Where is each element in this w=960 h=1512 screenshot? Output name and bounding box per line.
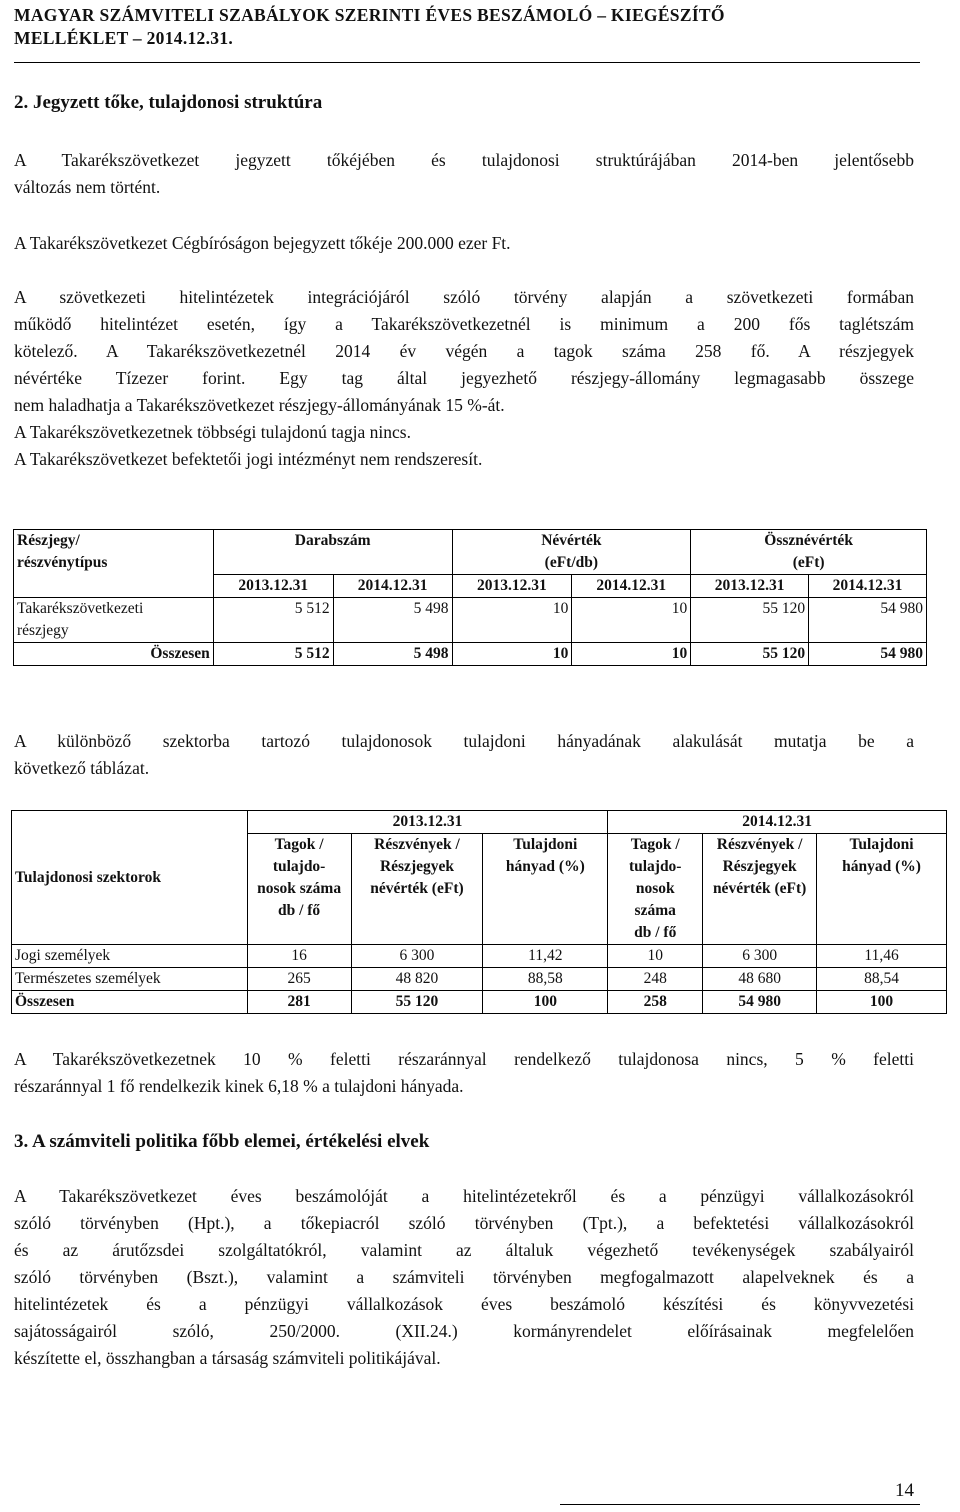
date-cell: 2013.12.31 [213,575,333,598]
table-row [12,945,947,968]
header-line-1: MAGYAR SZÁMVITELI SZABÁLYOK SZERINTI ÉVES BESZÁMOLÓ – KIEGÉSZÍTŐ [14,5,725,25]
value-cell: 281 [247,991,351,1014]
value-cell: 248 [608,968,703,991]
section-2-paragraph-1 [14,147,914,201]
value-cell: 54 980 [809,598,927,643]
table-row [12,968,947,991]
value-cell: 88,54 [817,968,947,991]
share-value-header: Részvények / Részjegyek névérték (eFt) [351,834,483,945]
ownership-table [11,810,947,1014]
text-line: nem haladhatja a Takarékszövetkezet részjegy-állományának 15 %-át. [14,395,505,415]
text-line: A szövetkezeti hitelintézetek integrációjáról szóló törvény alapján a szövetkezeti formában [14,287,914,307]
date-cell: 2013.12.31 [691,575,809,598]
text-line: következő táblázat. [14,758,150,778]
date-cell: 2014.12.31 [572,575,691,598]
text-line: szóló törvényben (Hpt.), a tőkepiacról szóló törvényben (Tpt.), a befektetési vállalkozásokról [14,1213,914,1233]
text-line: névértéke Tízezer forint. Egy tag által jegyezhető részjegy-állomány legmagasabb összege [14,368,914,388]
value-cell: 265 [247,968,351,991]
value-cell: 10 [572,598,691,643]
value-cell: 11,42 [483,945,608,968]
members-count-header: Tagok / tulajdo- nosok száma db / fő [247,834,351,945]
text-line: részaránnyal 1 fő rendelkezik kinek 6,18 % a tulajdoni hányada. [14,1076,464,1096]
value-cell: 100 [483,991,608,1014]
header-darabszam: Darabszám [213,530,452,575]
row-label: Természetes személyek [12,968,248,991]
header-ossznevertek: Össznévérték (eFt) [691,530,927,575]
value-cell: 54 980 [809,643,927,666]
value-cell: 258 [608,991,703,1014]
header-line-2: MELLÉKLET – 2014.12.31. [14,28,234,48]
section-2-paragraph-2 [14,230,914,257]
text-line: hitelintézetek és a pénzügyi vállalkozások éves beszámoló készítési és könyvvezetési [14,1294,914,1314]
date-2014-header: 2014.12.31 [608,811,947,834]
text-line: kötelező. A Takarékszövetkezetnél 2014 év végén a tagok száma 258 fő. A részjegyek [14,341,914,361]
section-2-paragraph-3 [14,284,914,473]
total-label: Összesen [12,991,248,1014]
value-cell: 55 120 [691,598,809,643]
row-label: Takarékszövetkezeti részjegy [14,598,214,643]
value-cell: 11,46 [817,945,947,968]
sector-header: Tulajdonosi szektorok [12,811,248,945]
value-cell: 10 [608,945,703,968]
date-cell: 2013.12.31 [452,575,572,598]
text-line: A Takarékszövetkezetnek többségi tulajdonú tagja nincs. [14,422,411,442]
share-type-header: Részjegy/ részvénytípus [14,530,214,598]
members-count-header: Tagok / tulajdo- nosok száma db / fő [608,834,703,945]
text-line: A Takarékszövetkezet befektetői jogi intézményt nem rendszeresít. [14,449,483,469]
table-row [14,598,927,643]
section-2-title: 2. Jegyzett tőke, tulajdonosi struktúra [14,92,323,113]
value-cell: 48 820 [351,968,483,991]
page-number: 14 [895,1480,914,1501]
table-total-row [14,643,927,666]
value-cell: 100 [817,991,947,1014]
sector-intro-paragraph [14,728,914,782]
value-cell: 10 [572,643,691,666]
text-line: sajátosságairól szóló, 250/2000. (XII.24.) kormányrendelet előírásainak megfelelően [14,1321,914,1341]
text-line: működő hitelintézet esetén, így a Takarékszövetkezetnél is minimum a 200 fős taglétszám [14,314,914,334]
document-header [14,4,924,50]
ownership-ratio-header: Tulajdoni hányad (%) [483,834,608,945]
value-cell: 16 [247,945,351,968]
date-cell: 2014.12.31 [333,575,452,598]
text-line: változás nem történt. [14,177,161,197]
value-cell: 54 980 [703,991,817,1014]
value-cell: 55 120 [351,991,483,1014]
table-total-row [12,991,947,1014]
value-cell: 48 680 [703,968,817,991]
value-cell: 10 [452,643,572,666]
footer-divider [560,1504,920,1505]
share-table [13,529,927,666]
date-cell: 2014.12.31 [809,575,927,598]
ownership-paragraph [14,1046,914,1100]
value-cell: 6 300 [703,945,817,968]
text-line: A Takarékszövetkezetnek 10 % feletti részaránnyal rendelkező tulajdonosa nincs, 5 % feletti [14,1049,914,1069]
text-line: A Takarékszövetkezet Cégbíróságon bejegyzett tőkéje 200.000 ezer Ft. [14,233,511,253]
row-label: Jogi személyek [12,945,248,968]
text-line: A Takarékszövetkezet jegyzett tőkéjében és tulajdonosi struktúrájában 2014-ben jelentősebb [14,150,914,170]
share-value-header: Részvények / Részjegyek névérték (eFt) [703,834,817,945]
value-cell: 5 512 [213,598,333,643]
value-cell: 5 498 [333,643,452,666]
header-nevertek: Névérték (eFt/db) [452,530,691,575]
text-line: és az árutőzsdei szolgáltatókról, valamint az általuk végezhető tevékenységek szabályairól [14,1240,914,1260]
value-cell: 5 512 [213,643,333,666]
section-3-paragraph [14,1183,914,1372]
value-cell: 88,58 [483,968,608,991]
text-line: készítette el, összhangban a társaság számviteli politikájával. [14,1348,441,1368]
value-cell: 55 120 [691,643,809,666]
text-line: szóló törvényben (Bszt.), valamint a számviteli törvényben megfogalmazott alapelveknek és a [14,1267,914,1287]
text-line: A különböző szektorba tartozó tulajdonosok tulajdoni hányadának alakulását mutatja be a [14,731,914,751]
total-label: Összesen [14,643,214,666]
value-cell: 5 498 [333,598,452,643]
header-divider [14,62,920,63]
date-2013-header: 2013.12.31 [247,811,608,834]
text-line: A Takarékszövetkezet éves beszámolóját a hitelintézetekről és a pénzügyi vállalkozásokról [14,1186,914,1206]
value-cell: 10 [452,598,572,643]
section-3-title: 3. A számviteli politika főbb elemei, értékelési elvek [14,1131,430,1152]
ownership-ratio-header: Tulajdoni hányad (%) [817,834,947,945]
value-cell: 6 300 [351,945,483,968]
